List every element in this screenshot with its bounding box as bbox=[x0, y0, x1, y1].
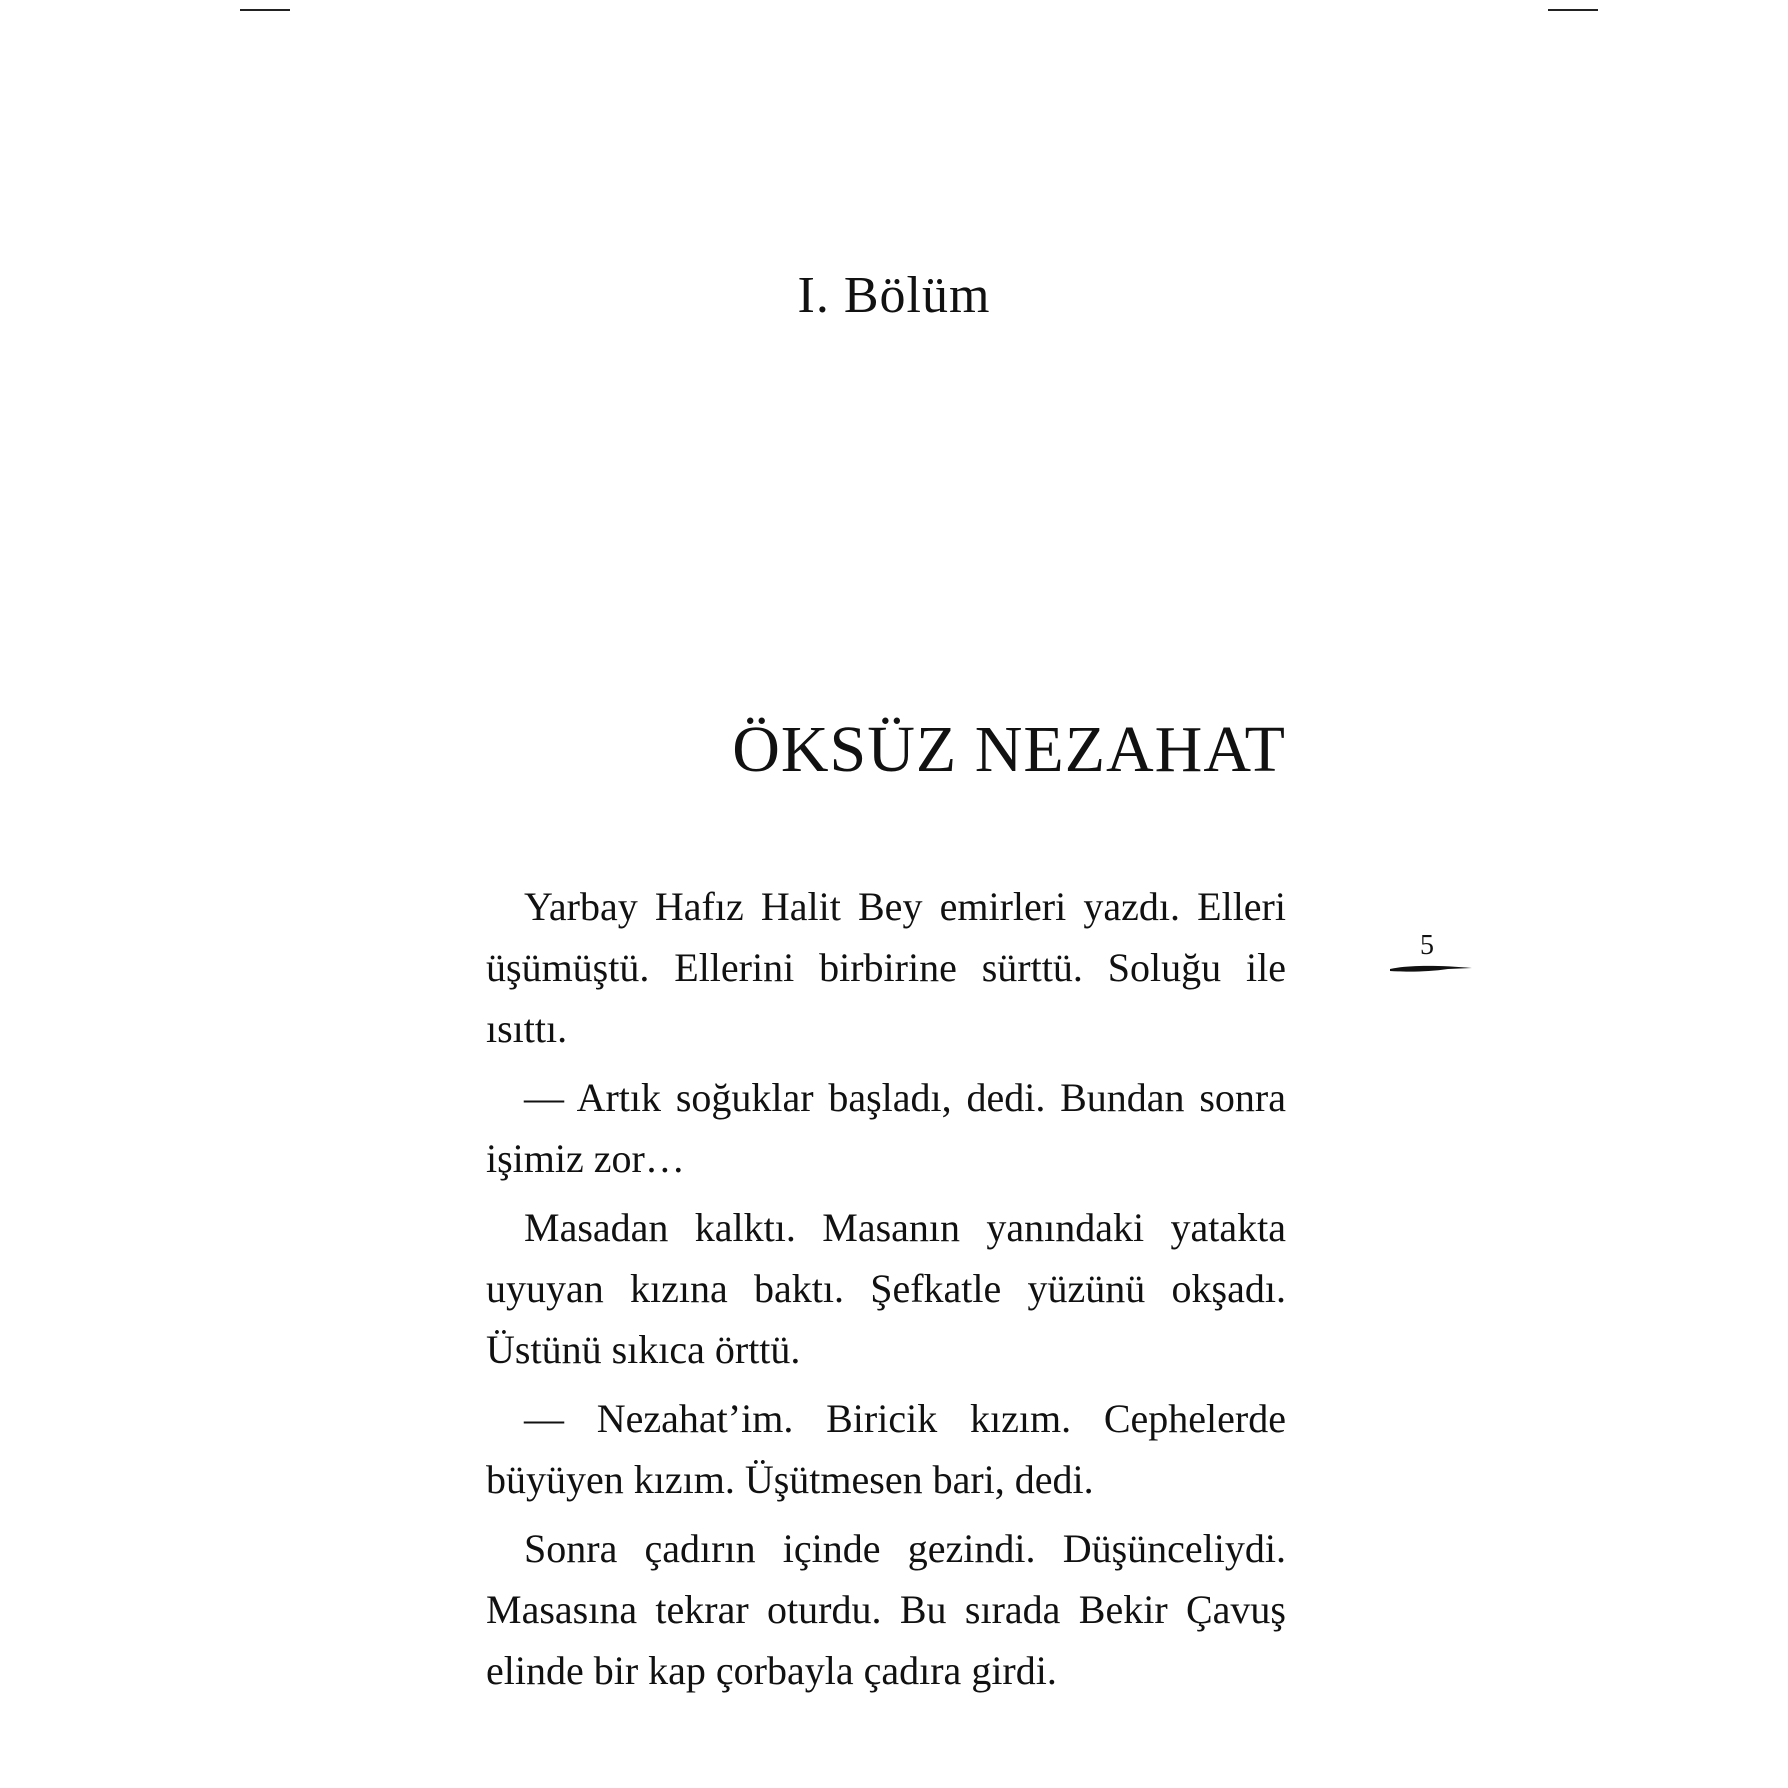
paragraph: Sonra çadırın içinde gezindi. Düşünceliydi. Masasına tekrar oturdu. Bu sırada Bekir Çavuş elinde bir kap çorbayla çadıra girdi. bbox=[486, 1526, 1286, 1693]
part-title: I. Bölüm bbox=[797, 267, 991, 324]
crop-mark-right bbox=[1548, 9, 1598, 11]
crop-mark-left bbox=[240, 9, 290, 11]
paragraph: — Nezahat’im. Biricik kızım. Cephelerde büyüyen kızım. Üşütmesen bari, dedi. bbox=[486, 1396, 1286, 1502]
paragraph: Masadan kalktı. Masanın yanındaki yatakta uyuyan kızına baktı. Şefkatle yüzünü okşadı. Üstünü sıkıca örttü. bbox=[486, 1205, 1286, 1372]
paragraph: — Artık soğuklar başladı, dedi. Bundan sonra işimiz zor… bbox=[486, 1075, 1286, 1181]
page-number: 5 bbox=[1420, 930, 1434, 961]
body-text bbox=[486, 876, 1286, 1709]
brush-stroke-icon bbox=[1388, 962, 1474, 974]
paragraph: Yarbay Hafız Halit Bey emirleri yazdı. Elleri üşümüştü. Ellerini birbirine sürttü. Soluğu ile ısıttı. bbox=[486, 884, 1286, 1051]
chapter-title: ÖKSÜZ NEZAHAT bbox=[732, 713, 1286, 786]
